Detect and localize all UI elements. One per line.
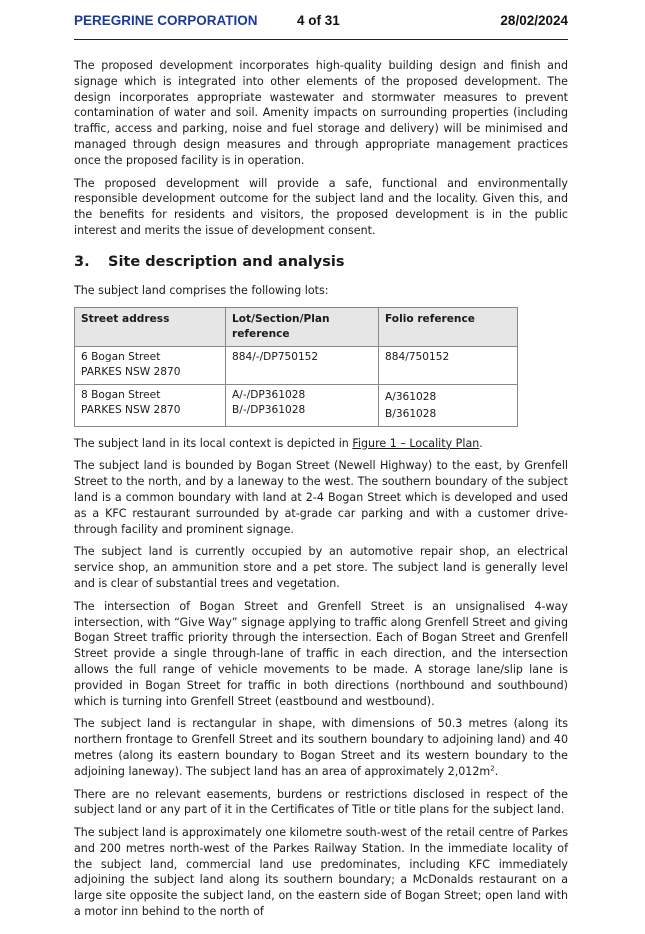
address-line: PARKES NSW 2870 xyxy=(81,365,181,378)
paragraph-locality: The subject land is approximately one kilometre south-west of the retail centre of Parkes and 200 metres north-west of the Parkes Railway Station. In the immediate locality of the subject land, commercial land use predominates, including KFC immediately adjoining the subject land along its southern boundary; a McDonalds restaurant on a large site opposite the subject land, on the eastern side of Bogan Street; open land with a motor inn behind to the north of xyxy=(74,826,568,919)
folio-line: 884/750152 xyxy=(385,350,450,363)
table-row xyxy=(75,346,518,384)
paragraph-intersection: The intersection of Bogan Street and Grenfell Street is an unsignalised 4-way intersection, with “Give Way” signage applying to traffic along Grenfell Street and giving Bogan Street traffic priority through the intersection. Each of Bogan Street and Grenfell Street provide a single through-lane of traffic in each direction, and the intersection allows the full range of vehicle movements to be made. A storage lane/slip lane is provided in Bogan Street for traffic in both directions (northbound and southbound) which is turning into Grenfell Street (eastbound and westbound). xyxy=(74,599,568,708)
paragraph-occupancy: The subject land is currently occupied by an automotive repair shop, an electrical service shop, an ammunition store and a pet store. The subject land is generally level and is clear of substantial trees and vegetation. xyxy=(74,545,568,590)
lot-cell xyxy=(226,346,379,384)
address-line: PARKES NSW 2870 xyxy=(81,403,181,416)
section-title: Site description and analysis xyxy=(108,253,345,270)
lots-table xyxy=(74,307,518,427)
dimensions-text: The subject land is rectangular in shape, with dimensions of 50.3 metres (along its northern frontage to Grenfell Street and its southern boundary to adjoining land) and 40 metres (along its eastern boundary to Bogan Street and its western boundary to the adjoining laneway). The subject land has an area of approximately 2,012m xyxy=(74,717,568,778)
lot-cell xyxy=(226,384,379,426)
address-line: 6 Bogan Street xyxy=(81,350,161,363)
folio-cell xyxy=(379,384,518,426)
column-header: Lot/Section/Plan reference xyxy=(226,307,379,346)
address-line: 8 Bogan Street xyxy=(81,388,161,401)
table-row xyxy=(75,384,518,426)
section-heading xyxy=(74,253,568,271)
document-body xyxy=(74,58,568,927)
paragraph-dimensions xyxy=(74,716,568,779)
page-number: 4 of 31 xyxy=(297,13,340,28)
area-superscript: 2 xyxy=(490,764,495,773)
column-header: Street address xyxy=(75,307,226,346)
document-date: 28/02/2024 xyxy=(500,13,568,28)
lots-intro: The subject land comprises the following lots: xyxy=(74,283,329,297)
header-rule xyxy=(74,39,568,40)
paragraph-easements: There are no relevant easements, burdens or restrictions disclosed in respect of the subject land or any part of it in the Certificates of Title or title plans for the subject land. xyxy=(74,787,568,817)
address-cell xyxy=(75,384,226,426)
page-header xyxy=(74,13,568,33)
lot-line: 884/-/DP750152 xyxy=(232,350,319,363)
figure-link[interactable]: Figure 1 – Locality Plan xyxy=(352,436,480,450)
table-header-row xyxy=(75,307,518,346)
folio-line: B/361028 xyxy=(385,407,437,420)
lot-line: A/-/DP361028 xyxy=(232,388,306,401)
context-text: The subject land in its local context is depicted in xyxy=(74,436,353,450)
lot-line: B/-/DP361028 xyxy=(232,403,306,416)
folio-line: A/361028 xyxy=(385,390,437,403)
paragraph-boundaries: The subject land is bounded by Bogan Street (Newell Highway) to the east, by Grenfell Street to the north, and by a laneway to the west. The southern boundary of the subject land is a common boundary with land at 2-4 Bogan Street which is developed and used as a KFC restaurant surrounded by at-grade car parking and with a customer drive-through facility and prominent signage. xyxy=(74,459,568,536)
column-header: Folio reference xyxy=(379,307,518,346)
locality-context xyxy=(74,436,568,452)
address-cell xyxy=(75,346,226,384)
company-name: PEREGRINE CORPORATION xyxy=(74,13,258,28)
dimensions-end: . xyxy=(494,764,499,778)
paragraph-intro-2: The proposed development will provide a safe, functional and environmentally responsible development outcome for the subject land and the locality. Given this, and the benefits for residents and visitors, the proposed development is in the public interest and merits the issue of development consent. xyxy=(74,176,568,237)
context-end: . xyxy=(479,436,483,450)
section-number: 3. xyxy=(74,253,90,270)
paragraph-intro-1: The proposed development incorporates high-quality building design and finish and signage which is integrated into other elements of the proposed development. The design incorporates appropriate wastewater and stormwater measures to prevent contamination of water and soil. Amenity impacts on surrounding properties (including traffic, access and parking, noise and fuel storage and delivery) will be minimised and managed through design measures and through appropriate management practices once the proposed facility is in operation. xyxy=(74,59,568,167)
folio-cell xyxy=(379,346,518,384)
